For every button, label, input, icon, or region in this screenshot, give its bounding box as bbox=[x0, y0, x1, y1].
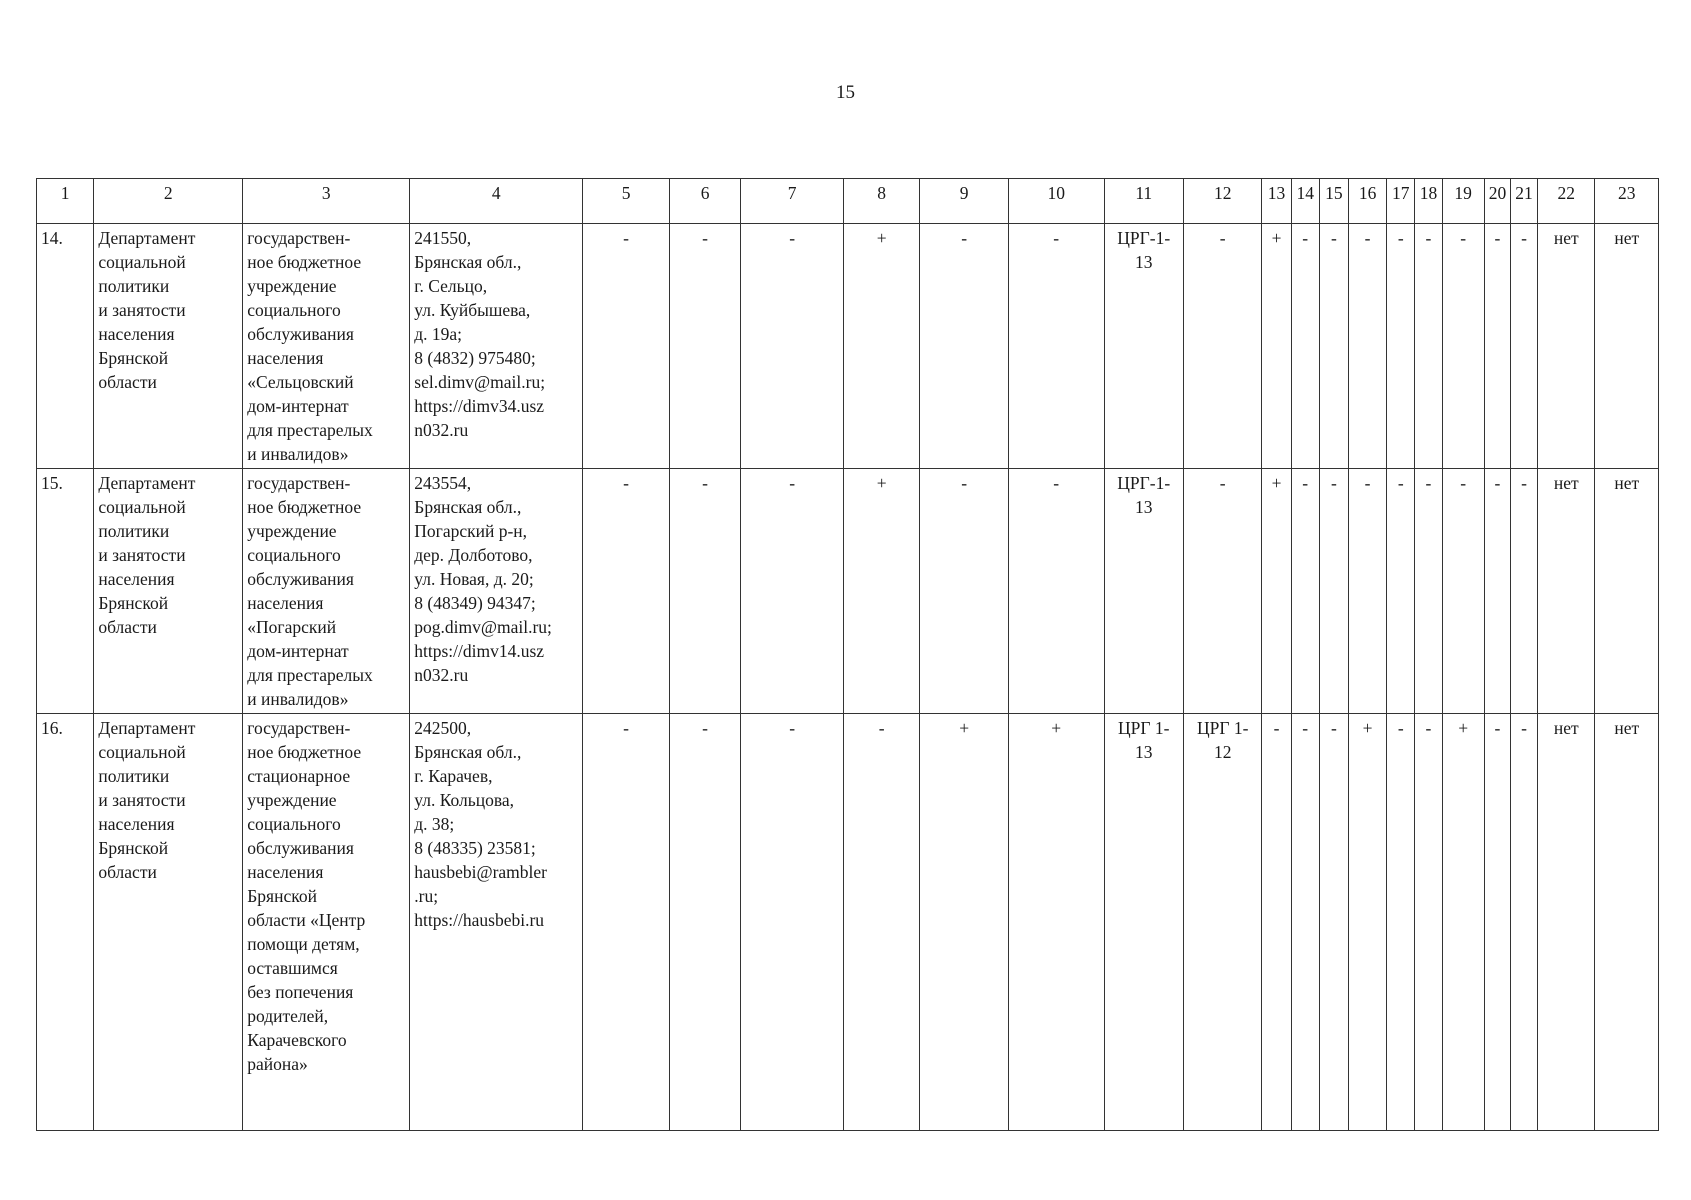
cell-21: - bbox=[1510, 714, 1537, 1131]
header-cell: 15 bbox=[1319, 179, 1348, 224]
cell-12: ЦРГ 1- 12 bbox=[1183, 714, 1261, 1131]
contacts-cell: 243554, Брянская обл., Погарский р-н, дер. Долботово, ул. Новая, д. 20; 8 (48349) 94347; pog.dimv@mail.ru; https://dimv14.usz n032.ru bbox=[410, 469, 583, 714]
row-number: 14. bbox=[37, 224, 94, 469]
header-cell: 14 bbox=[1291, 179, 1319, 224]
cell-17: - bbox=[1387, 469, 1415, 714]
cell-19: - bbox=[1442, 224, 1484, 469]
cell-21: - bbox=[1510, 224, 1537, 469]
header-row bbox=[37, 179, 1659, 224]
header-cell: 16 bbox=[1348, 179, 1386, 224]
header-cell: 11 bbox=[1104, 179, 1183, 224]
header-cell: 20 bbox=[1484, 179, 1510, 224]
page-number: 15 bbox=[836, 82, 855, 103]
header-cell: 13 bbox=[1262, 179, 1291, 224]
cell-13: + bbox=[1262, 469, 1291, 714]
cell-10: - bbox=[1008, 469, 1104, 714]
contacts-cell: 241550, Брянская обл., г. Сельцо, ул. Куйбышева, д. 19а; 8 (4832) 975480; sel.dimv@mail.ru; https://dimv34.usz n032.ru bbox=[410, 224, 583, 469]
cell-23: нет bbox=[1595, 714, 1659, 1131]
cell-18: - bbox=[1415, 469, 1442, 714]
header-cell: 12 bbox=[1183, 179, 1261, 224]
cell-5: - bbox=[583, 224, 670, 469]
cell-7: - bbox=[741, 469, 844, 714]
cell-23: нет bbox=[1595, 469, 1659, 714]
cell-7: - bbox=[741, 714, 844, 1131]
cell-20: - bbox=[1484, 469, 1510, 714]
cell-17: - bbox=[1387, 224, 1415, 469]
row-number: 15. bbox=[37, 469, 94, 714]
cell-17: - bbox=[1387, 714, 1415, 1131]
header-cell: 4 bbox=[410, 179, 583, 224]
header-cell: 10 bbox=[1008, 179, 1104, 224]
cell-6: - bbox=[669, 224, 740, 469]
header-cell: 2 bbox=[94, 179, 243, 224]
row-number: 16. bbox=[37, 714, 94, 1131]
cell-7: - bbox=[741, 224, 844, 469]
cell-9: - bbox=[920, 469, 1009, 714]
header-cell: 23 bbox=[1595, 179, 1659, 224]
cell-18: - bbox=[1415, 224, 1442, 469]
cell-12: - bbox=[1183, 224, 1261, 469]
department-cell: Департамент социальной политики и занятости населения Брянской области bbox=[94, 714, 243, 1131]
header-cell: 6 bbox=[669, 179, 740, 224]
cell-19: - bbox=[1442, 469, 1484, 714]
header-cell: 21 bbox=[1510, 179, 1537, 224]
cell-21: - bbox=[1510, 469, 1537, 714]
cell-10: + bbox=[1008, 714, 1104, 1131]
table-row bbox=[37, 469, 1659, 714]
cell-16: + bbox=[1348, 714, 1386, 1131]
cell-12: - bbox=[1183, 469, 1261, 714]
department-cell: Департамент социальной политики и занятости населения Брянской области bbox=[94, 224, 243, 469]
cell-15: - bbox=[1319, 714, 1348, 1131]
table-row bbox=[37, 224, 1659, 469]
cell-14: - bbox=[1291, 469, 1319, 714]
cell-14: - bbox=[1291, 714, 1319, 1131]
cell-23: нет bbox=[1595, 224, 1659, 469]
cell-22: нет bbox=[1538, 714, 1595, 1131]
cell-10: - bbox=[1008, 224, 1104, 469]
header-cell: 17 bbox=[1387, 179, 1415, 224]
cell-15: - bbox=[1319, 469, 1348, 714]
cell-8: - bbox=[843, 714, 919, 1131]
cell-5: - bbox=[583, 714, 670, 1131]
header-cell: 8 bbox=[843, 179, 919, 224]
institution-cell: государствен- ное бюджетное учреждение социального обслуживания населения «Погарский дом-интернат для престарелых и инвалидов» bbox=[243, 469, 410, 714]
cell-14: - bbox=[1291, 224, 1319, 469]
cell-19: + bbox=[1442, 714, 1484, 1131]
cell-16: - bbox=[1348, 224, 1386, 469]
cell-13: + bbox=[1262, 224, 1291, 469]
institution-cell: государствен- ное бюджетное стационарное учреждение социального обслуживания населения Брянской области «Центр помощи детям, оставшимся без попечения родителей, Карачевского района» bbox=[243, 714, 410, 1131]
cell-9: - bbox=[920, 224, 1009, 469]
cell-11: ЦРГ 1- 13 bbox=[1104, 714, 1183, 1131]
header-cell: 1 bbox=[37, 179, 94, 224]
table-row bbox=[37, 714, 1659, 1131]
header-cell: 19 bbox=[1442, 179, 1484, 224]
cell-22: нет bbox=[1538, 469, 1595, 714]
institution-cell: государствен- ное бюджетное учреждение социального обслуживания населения «Сельцовский дом-интернат для престарелых и инвалидов» bbox=[243, 224, 410, 469]
cell-20: - bbox=[1484, 714, 1510, 1131]
header-cell: 18 bbox=[1415, 179, 1442, 224]
cell-18: - bbox=[1415, 714, 1442, 1131]
cell-8: + bbox=[843, 469, 919, 714]
cell-6: - bbox=[669, 714, 740, 1131]
contacts-cell: 242500, Брянская обл., г. Карачев, ул. Кольцова, д. 38; 8 (48335) 23581; hausbebi@rambler .ru; https://hausbebi.ru bbox=[410, 714, 583, 1131]
cell-5: - bbox=[583, 469, 670, 714]
cell-15: - bbox=[1319, 224, 1348, 469]
department-cell: Департамент социальной политики и занятости населения Брянской области bbox=[94, 469, 243, 714]
cell-11: ЦРГ-1- 13 bbox=[1104, 224, 1183, 469]
cell-22: нет bbox=[1538, 224, 1595, 469]
header-cell: 7 bbox=[741, 179, 844, 224]
cell-6: - bbox=[669, 469, 740, 714]
header-cell: 5 bbox=[583, 179, 670, 224]
header-cell: 3 bbox=[243, 179, 410, 224]
cell-20: - bbox=[1484, 224, 1510, 469]
registry-table bbox=[36, 178, 1659, 1131]
cell-13: - bbox=[1262, 714, 1291, 1131]
header-cell: 9 bbox=[920, 179, 1009, 224]
header-cell: 22 bbox=[1538, 179, 1595, 224]
cell-9: + bbox=[920, 714, 1009, 1131]
cell-8: + bbox=[843, 224, 919, 469]
cell-16: - bbox=[1348, 469, 1386, 714]
cell-11: ЦРГ-1- 13 bbox=[1104, 469, 1183, 714]
